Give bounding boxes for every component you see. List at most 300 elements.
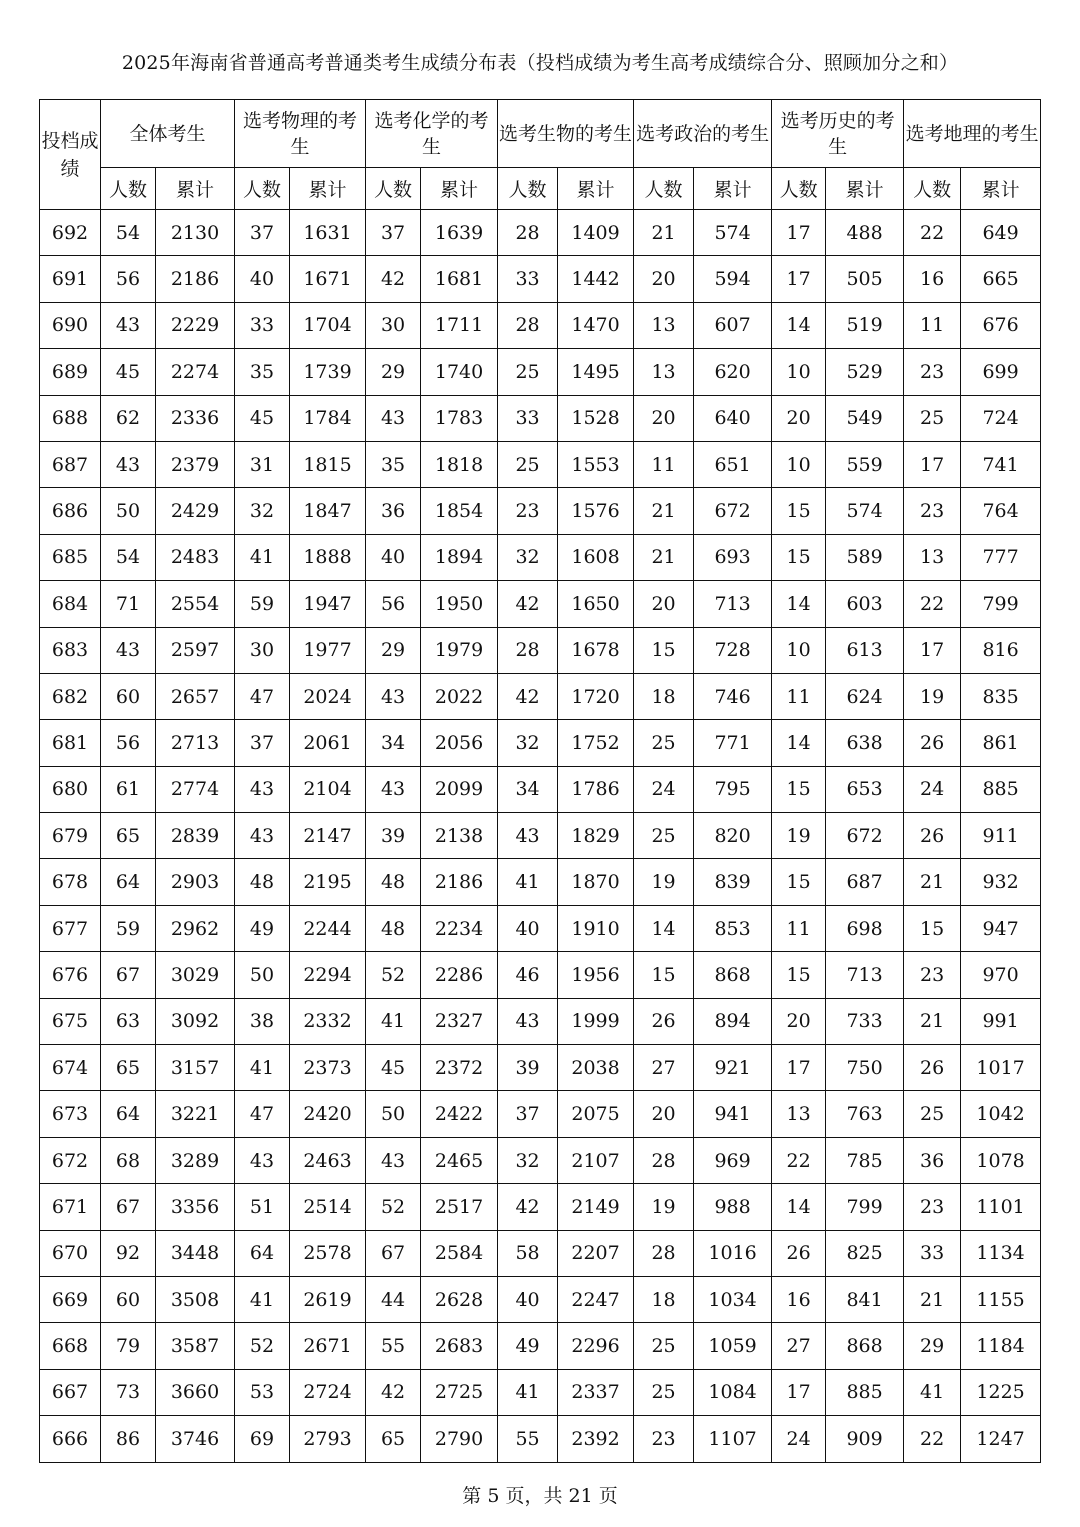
document-title: 2025年海南省普通高考普通类考生成绩分布表（投档成绩为考生高考成绩综合分、照顾加分之和） bbox=[121, 52, 959, 74]
cumulative-cell: 2296 bbox=[558, 1323, 634, 1369]
page-footer: 第 5 页，共 21 页 bbox=[462, 1485, 618, 1507]
score-cell: 687 bbox=[40, 441, 101, 487]
count-cell: 38 bbox=[235, 998, 290, 1044]
count-cell: 42 bbox=[498, 673, 558, 719]
count-cell: 33 bbox=[235, 302, 290, 348]
cumulative-cell: 2962 bbox=[156, 905, 235, 951]
cumulative-cell: 2147 bbox=[290, 813, 366, 859]
cumulative-cell: 932 bbox=[961, 859, 1041, 905]
count-cell: 36 bbox=[366, 488, 421, 534]
cumulative-cell: 785 bbox=[826, 1137, 904, 1183]
count-cell: 14 bbox=[772, 302, 826, 348]
count-cell: 37 bbox=[235, 720, 290, 766]
header-count: 人数 bbox=[904, 168, 961, 210]
header-score: 投档成绩 bbox=[40, 100, 101, 210]
cumulative-cell: 603 bbox=[826, 581, 904, 627]
count-cell: 39 bbox=[366, 813, 421, 859]
count-cell: 49 bbox=[235, 905, 290, 951]
count-cell: 37 bbox=[366, 210, 421, 256]
cumulative-cell: 795 bbox=[694, 766, 772, 812]
cumulative-cell: 1894 bbox=[421, 534, 498, 580]
score-cell: 674 bbox=[40, 1045, 101, 1091]
header-group-geography: 选考地理的考生 bbox=[904, 100, 1041, 168]
cumulative-cell: 2839 bbox=[156, 813, 235, 859]
count-cell: 59 bbox=[101, 905, 156, 951]
cumulative-cell: 2149 bbox=[558, 1184, 634, 1230]
count-cell: 17 bbox=[772, 1369, 826, 1415]
cumulative-cell: 649 bbox=[961, 210, 1041, 256]
count-cell: 67 bbox=[101, 1184, 156, 1230]
count-cell: 15 bbox=[634, 627, 694, 673]
cumulative-cell: 1704 bbox=[290, 302, 366, 348]
count-cell: 15 bbox=[772, 952, 826, 998]
score-cell: 679 bbox=[40, 813, 101, 859]
cumulative-cell: 2104 bbox=[290, 766, 366, 812]
cumulative-cell: 1608 bbox=[558, 534, 634, 580]
count-cell: 10 bbox=[772, 441, 826, 487]
cumulative-cell: 825 bbox=[826, 1230, 904, 1276]
cumulative-cell: 1854 bbox=[421, 488, 498, 534]
table-row bbox=[40, 952, 1041, 998]
count-cell: 29 bbox=[904, 1323, 961, 1369]
count-cell: 19 bbox=[904, 673, 961, 719]
cumulative-cell: 771 bbox=[694, 720, 772, 766]
cumulative-cell: 574 bbox=[826, 488, 904, 534]
count-cell: 58 bbox=[498, 1230, 558, 1276]
cumulative-cell: 909 bbox=[826, 1416, 904, 1462]
count-cell: 55 bbox=[366, 1323, 421, 1369]
count-cell: 52 bbox=[366, 952, 421, 998]
cumulative-cell: 2514 bbox=[290, 1184, 366, 1230]
cumulative-cell: 2429 bbox=[156, 488, 235, 534]
count-cell: 33 bbox=[498, 256, 558, 302]
table-row bbox=[40, 766, 1041, 812]
cumulative-cell: 1752 bbox=[558, 720, 634, 766]
count-cell: 67 bbox=[366, 1230, 421, 1276]
count-cell: 65 bbox=[101, 1045, 156, 1091]
cumulative-cell: 1034 bbox=[694, 1276, 772, 1322]
count-cell: 16 bbox=[772, 1276, 826, 1322]
cumulative-cell: 3448 bbox=[156, 1230, 235, 1276]
cumulative-cell: 2130 bbox=[156, 210, 235, 256]
cumulative-cell: 2657 bbox=[156, 673, 235, 719]
cumulative-cell: 1818 bbox=[421, 441, 498, 487]
cumulative-cell: 2483 bbox=[156, 534, 235, 580]
table-row bbox=[40, 302, 1041, 348]
count-cell: 54 bbox=[101, 210, 156, 256]
cumulative-cell: 1650 bbox=[558, 581, 634, 627]
cumulative-cell: 868 bbox=[694, 952, 772, 998]
cumulative-cell: 1977 bbox=[290, 627, 366, 673]
count-cell: 33 bbox=[498, 395, 558, 441]
count-cell: 28 bbox=[498, 210, 558, 256]
count-cell: 48 bbox=[235, 859, 290, 905]
table-row bbox=[40, 1416, 1041, 1462]
cumulative-cell: 672 bbox=[826, 813, 904, 859]
table-row bbox=[40, 720, 1041, 766]
cumulative-cell: 835 bbox=[961, 673, 1041, 719]
cumulative-cell: 589 bbox=[826, 534, 904, 580]
count-cell: 22 bbox=[904, 581, 961, 627]
cumulative-cell: 3508 bbox=[156, 1276, 235, 1322]
table-row bbox=[40, 673, 1041, 719]
cumulative-cell: 1631 bbox=[290, 210, 366, 256]
count-cell: 65 bbox=[101, 813, 156, 859]
table-row bbox=[40, 210, 1041, 256]
cumulative-cell: 3029 bbox=[156, 952, 235, 998]
count-cell: 17 bbox=[904, 441, 961, 487]
cumulative-cell: 2554 bbox=[156, 581, 235, 627]
count-cell: 20 bbox=[634, 395, 694, 441]
cumulative-cell: 2244 bbox=[290, 905, 366, 951]
count-cell: 11 bbox=[772, 905, 826, 951]
cumulative-cell: 2247 bbox=[558, 1276, 634, 1322]
cumulative-cell: 699 bbox=[961, 349, 1041, 395]
cumulative-cell: 1470 bbox=[558, 302, 634, 348]
cumulative-cell: 672 bbox=[694, 488, 772, 534]
count-cell: 64 bbox=[101, 1091, 156, 1137]
cumulative-cell: 750 bbox=[826, 1045, 904, 1091]
count-cell: 24 bbox=[772, 1416, 826, 1462]
count-cell: 40 bbox=[498, 905, 558, 951]
score-cell: 667 bbox=[40, 1369, 101, 1415]
count-cell: 68 bbox=[101, 1137, 156, 1183]
score-cell: 685 bbox=[40, 534, 101, 580]
count-cell: 21 bbox=[904, 859, 961, 905]
count-cell: 43 bbox=[366, 673, 421, 719]
count-cell: 39 bbox=[498, 1045, 558, 1091]
count-cell: 22 bbox=[904, 1416, 961, 1462]
cumulative-cell: 2774 bbox=[156, 766, 235, 812]
count-cell: 18 bbox=[634, 673, 694, 719]
table-row bbox=[40, 1137, 1041, 1183]
table-row bbox=[40, 349, 1041, 395]
cumulative-cell: 921 bbox=[694, 1045, 772, 1091]
count-cell: 52 bbox=[366, 1184, 421, 1230]
cumulative-cell: 1528 bbox=[558, 395, 634, 441]
count-cell: 32 bbox=[498, 720, 558, 766]
count-cell: 42 bbox=[498, 581, 558, 627]
header-group-chemistry: 选考化学的考生 bbox=[366, 100, 498, 168]
count-cell: 13 bbox=[634, 349, 694, 395]
count-cell: 45 bbox=[366, 1045, 421, 1091]
cumulative-cell: 3289 bbox=[156, 1137, 235, 1183]
header-row-sub bbox=[40, 168, 1041, 210]
cumulative-cell: 728 bbox=[694, 627, 772, 673]
count-cell: 11 bbox=[772, 673, 826, 719]
table-body bbox=[40, 210, 1041, 1463]
cumulative-cell: 1711 bbox=[421, 302, 498, 348]
count-cell: 40 bbox=[366, 534, 421, 580]
count-cell: 50 bbox=[235, 952, 290, 998]
cumulative-cell: 885 bbox=[826, 1369, 904, 1415]
cumulative-cell: 519 bbox=[826, 302, 904, 348]
score-cell: 678 bbox=[40, 859, 101, 905]
count-cell: 65 bbox=[366, 1416, 421, 1462]
count-cell: 32 bbox=[498, 1137, 558, 1183]
cumulative-cell: 820 bbox=[694, 813, 772, 859]
count-cell: 60 bbox=[101, 673, 156, 719]
score-cell: 673 bbox=[40, 1091, 101, 1137]
count-cell: 43 bbox=[235, 813, 290, 859]
header-count: 人数 bbox=[366, 168, 421, 210]
cumulative-cell: 2337 bbox=[558, 1369, 634, 1415]
count-cell: 42 bbox=[498, 1184, 558, 1230]
cumulative-cell: 1888 bbox=[290, 534, 366, 580]
count-cell: 10 bbox=[772, 627, 826, 673]
cumulative-cell: 1739 bbox=[290, 349, 366, 395]
count-cell: 14 bbox=[772, 581, 826, 627]
cumulative-cell: 2628 bbox=[421, 1276, 498, 1322]
count-cell: 26 bbox=[904, 1045, 961, 1091]
count-cell: 37 bbox=[498, 1091, 558, 1137]
count-cell: 48 bbox=[366, 905, 421, 951]
count-cell: 41 bbox=[235, 1276, 290, 1322]
cumulative-cell: 1016 bbox=[694, 1230, 772, 1276]
cumulative-cell: 1101 bbox=[961, 1184, 1041, 1230]
count-cell: 14 bbox=[772, 1184, 826, 1230]
count-cell: 42 bbox=[366, 1369, 421, 1415]
count-cell: 35 bbox=[366, 441, 421, 487]
cumulative-cell: 3660 bbox=[156, 1369, 235, 1415]
cumulative-cell: 549 bbox=[826, 395, 904, 441]
cumulative-cell: 687 bbox=[826, 859, 904, 905]
count-cell: 46 bbox=[498, 952, 558, 998]
count-cell: 60 bbox=[101, 1276, 156, 1322]
cumulative-cell: 894 bbox=[694, 998, 772, 1044]
count-cell: 27 bbox=[772, 1323, 826, 1369]
cumulative-cell: 885 bbox=[961, 766, 1041, 812]
cumulative-cell: 2584 bbox=[421, 1230, 498, 1276]
cumulative-cell: 1671 bbox=[290, 256, 366, 302]
cumulative-cell: 2195 bbox=[290, 859, 366, 905]
table-row bbox=[40, 1369, 1041, 1415]
count-cell: 45 bbox=[235, 395, 290, 441]
score-cell: 688 bbox=[40, 395, 101, 441]
cumulative-cell: 505 bbox=[826, 256, 904, 302]
count-cell: 51 bbox=[235, 1184, 290, 1230]
cumulative-cell: 2075 bbox=[558, 1091, 634, 1137]
cumulative-cell: 988 bbox=[694, 1184, 772, 1230]
cumulative-cell: 1247 bbox=[961, 1416, 1041, 1462]
count-cell: 59 bbox=[235, 581, 290, 627]
cumulative-cell: 969 bbox=[694, 1137, 772, 1183]
count-cell: 25 bbox=[904, 395, 961, 441]
count-cell: 79 bbox=[101, 1323, 156, 1369]
cumulative-cell: 3157 bbox=[156, 1045, 235, 1091]
header-cumulative: 累计 bbox=[156, 168, 235, 210]
count-cell: 41 bbox=[235, 534, 290, 580]
count-cell: 47 bbox=[235, 1091, 290, 1137]
count-cell: 17 bbox=[772, 256, 826, 302]
cumulative-cell: 1409 bbox=[558, 210, 634, 256]
count-cell: 37 bbox=[235, 210, 290, 256]
count-cell: 47 bbox=[235, 673, 290, 719]
cumulative-cell: 1815 bbox=[290, 441, 366, 487]
cumulative-cell: 3356 bbox=[156, 1184, 235, 1230]
header-cumulative: 累计 bbox=[694, 168, 772, 210]
cumulative-cell: 746 bbox=[694, 673, 772, 719]
count-cell: 23 bbox=[904, 488, 961, 534]
count-cell: 49 bbox=[498, 1323, 558, 1369]
cumulative-cell: 574 bbox=[694, 210, 772, 256]
count-cell: 15 bbox=[772, 534, 826, 580]
count-cell: 55 bbox=[498, 1416, 558, 1462]
cumulative-cell: 2903 bbox=[156, 859, 235, 905]
count-cell: 28 bbox=[498, 302, 558, 348]
table-row bbox=[40, 395, 1041, 441]
cumulative-cell: 1225 bbox=[961, 1369, 1041, 1415]
count-cell: 26 bbox=[904, 720, 961, 766]
cumulative-cell: 2372 bbox=[421, 1045, 498, 1091]
cumulative-cell: 2186 bbox=[421, 859, 498, 905]
count-cell: 73 bbox=[101, 1369, 156, 1415]
score-cell: 692 bbox=[40, 210, 101, 256]
cumulative-cell: 2107 bbox=[558, 1137, 634, 1183]
cumulative-cell: 2392 bbox=[558, 1416, 634, 1462]
count-cell: 64 bbox=[235, 1230, 290, 1276]
count-cell: 43 bbox=[101, 441, 156, 487]
cumulative-cell: 559 bbox=[826, 441, 904, 487]
score-cell: 686 bbox=[40, 488, 101, 534]
header-cumulative: 累计 bbox=[558, 168, 634, 210]
cumulative-cell: 1107 bbox=[694, 1416, 772, 1462]
table-row bbox=[40, 1184, 1041, 1230]
count-cell: 45 bbox=[101, 349, 156, 395]
count-cell: 92 bbox=[101, 1230, 156, 1276]
cumulative-cell: 2138 bbox=[421, 813, 498, 859]
cumulative-cell: 2332 bbox=[290, 998, 366, 1044]
table-row bbox=[40, 859, 1041, 905]
cumulative-cell: 841 bbox=[826, 1276, 904, 1322]
count-cell: 13 bbox=[772, 1091, 826, 1137]
table-row bbox=[40, 1323, 1041, 1369]
cumulative-cell: 2578 bbox=[290, 1230, 366, 1276]
header-group-physics: 选考物理的考生 bbox=[235, 100, 366, 168]
count-cell: 13 bbox=[634, 302, 694, 348]
cumulative-cell: 763 bbox=[826, 1091, 904, 1137]
count-cell: 23 bbox=[904, 349, 961, 395]
cumulative-cell: 1847 bbox=[290, 488, 366, 534]
cumulative-cell: 1956 bbox=[558, 952, 634, 998]
count-cell: 20 bbox=[634, 1091, 694, 1137]
score-cell: 672 bbox=[40, 1137, 101, 1183]
count-cell: 15 bbox=[772, 488, 826, 534]
header-count: 人数 bbox=[634, 168, 694, 210]
header-group-biology: 选考生物的考生 bbox=[498, 100, 634, 168]
cumulative-cell: 529 bbox=[826, 349, 904, 395]
count-cell: 41 bbox=[904, 1369, 961, 1415]
count-cell: 56 bbox=[101, 256, 156, 302]
table-row bbox=[40, 581, 1041, 627]
count-cell: 56 bbox=[101, 720, 156, 766]
count-cell: 11 bbox=[904, 302, 961, 348]
cumulative-cell: 868 bbox=[826, 1323, 904, 1369]
cumulative-cell: 1155 bbox=[961, 1276, 1041, 1322]
cumulative-cell: 2207 bbox=[558, 1230, 634, 1276]
count-cell: 26 bbox=[904, 813, 961, 859]
table-row bbox=[40, 534, 1041, 580]
cumulative-cell: 713 bbox=[826, 952, 904, 998]
score-distribution-table bbox=[39, 99, 1041, 1463]
cumulative-cell: 1576 bbox=[558, 488, 634, 534]
count-cell: 24 bbox=[904, 766, 961, 812]
cumulative-cell: 1720 bbox=[558, 673, 634, 719]
count-cell: 14 bbox=[634, 905, 694, 951]
count-cell: 17 bbox=[904, 627, 961, 673]
count-cell: 11 bbox=[634, 441, 694, 487]
count-cell: 52 bbox=[235, 1323, 290, 1369]
cumulative-cell: 2793 bbox=[290, 1416, 366, 1462]
cumulative-cell: 2229 bbox=[156, 302, 235, 348]
cumulative-cell: 2099 bbox=[421, 766, 498, 812]
cumulative-cell: 620 bbox=[694, 349, 772, 395]
cumulative-cell: 1979 bbox=[421, 627, 498, 673]
cumulative-cell: 1870 bbox=[558, 859, 634, 905]
score-cell: 671 bbox=[40, 1184, 101, 1230]
cumulative-cell: 3092 bbox=[156, 998, 235, 1044]
count-cell: 20 bbox=[634, 256, 694, 302]
count-cell: 64 bbox=[101, 859, 156, 905]
cumulative-cell: 816 bbox=[961, 627, 1041, 673]
cumulative-cell: 2022 bbox=[421, 673, 498, 719]
cumulative-cell: 991 bbox=[961, 998, 1041, 1044]
header-count: 人数 bbox=[772, 168, 826, 210]
cumulative-cell: 613 bbox=[826, 627, 904, 673]
cumulative-cell: 653 bbox=[826, 766, 904, 812]
count-cell: 18 bbox=[634, 1276, 694, 1322]
count-cell: 25 bbox=[498, 349, 558, 395]
cumulative-cell: 1786 bbox=[558, 766, 634, 812]
count-cell: 20 bbox=[772, 998, 826, 1044]
cumulative-cell: 2186 bbox=[156, 256, 235, 302]
count-cell: 56 bbox=[366, 581, 421, 627]
cumulative-cell: 733 bbox=[826, 998, 904, 1044]
count-cell: 50 bbox=[101, 488, 156, 534]
count-cell: 21 bbox=[634, 534, 694, 580]
score-cell: 666 bbox=[40, 1416, 101, 1462]
cumulative-cell: 2286 bbox=[421, 952, 498, 998]
count-cell: 53 bbox=[235, 1369, 290, 1415]
cumulative-cell: 947 bbox=[961, 905, 1041, 951]
header-row-groups bbox=[40, 100, 1041, 168]
count-cell: 63 bbox=[101, 998, 156, 1044]
cumulative-cell: 1042 bbox=[961, 1091, 1041, 1137]
table-row bbox=[40, 813, 1041, 859]
score-cell: 676 bbox=[40, 952, 101, 998]
cumulative-cell: 2790 bbox=[421, 1416, 498, 1462]
score-cell: 680 bbox=[40, 766, 101, 812]
score-cell: 689 bbox=[40, 349, 101, 395]
cumulative-cell: 724 bbox=[961, 395, 1041, 441]
cumulative-cell: 1495 bbox=[558, 349, 634, 395]
cumulative-cell: 1442 bbox=[558, 256, 634, 302]
cumulative-cell: 2061 bbox=[290, 720, 366, 766]
cumulative-cell: 2056 bbox=[421, 720, 498, 766]
cumulative-cell: 2619 bbox=[290, 1276, 366, 1322]
count-cell: 29 bbox=[366, 349, 421, 395]
header-group-politics: 选考政治的考生 bbox=[634, 100, 772, 168]
cumulative-cell: 2327 bbox=[421, 998, 498, 1044]
cumulative-cell: 1740 bbox=[421, 349, 498, 395]
cumulative-cell: 764 bbox=[961, 488, 1041, 534]
cumulative-cell: 2274 bbox=[156, 349, 235, 395]
count-cell: 48 bbox=[366, 859, 421, 905]
cumulative-cell: 693 bbox=[694, 534, 772, 580]
score-cell: 684 bbox=[40, 581, 101, 627]
count-cell: 33 bbox=[904, 1230, 961, 1276]
cumulative-cell: 1784 bbox=[290, 395, 366, 441]
